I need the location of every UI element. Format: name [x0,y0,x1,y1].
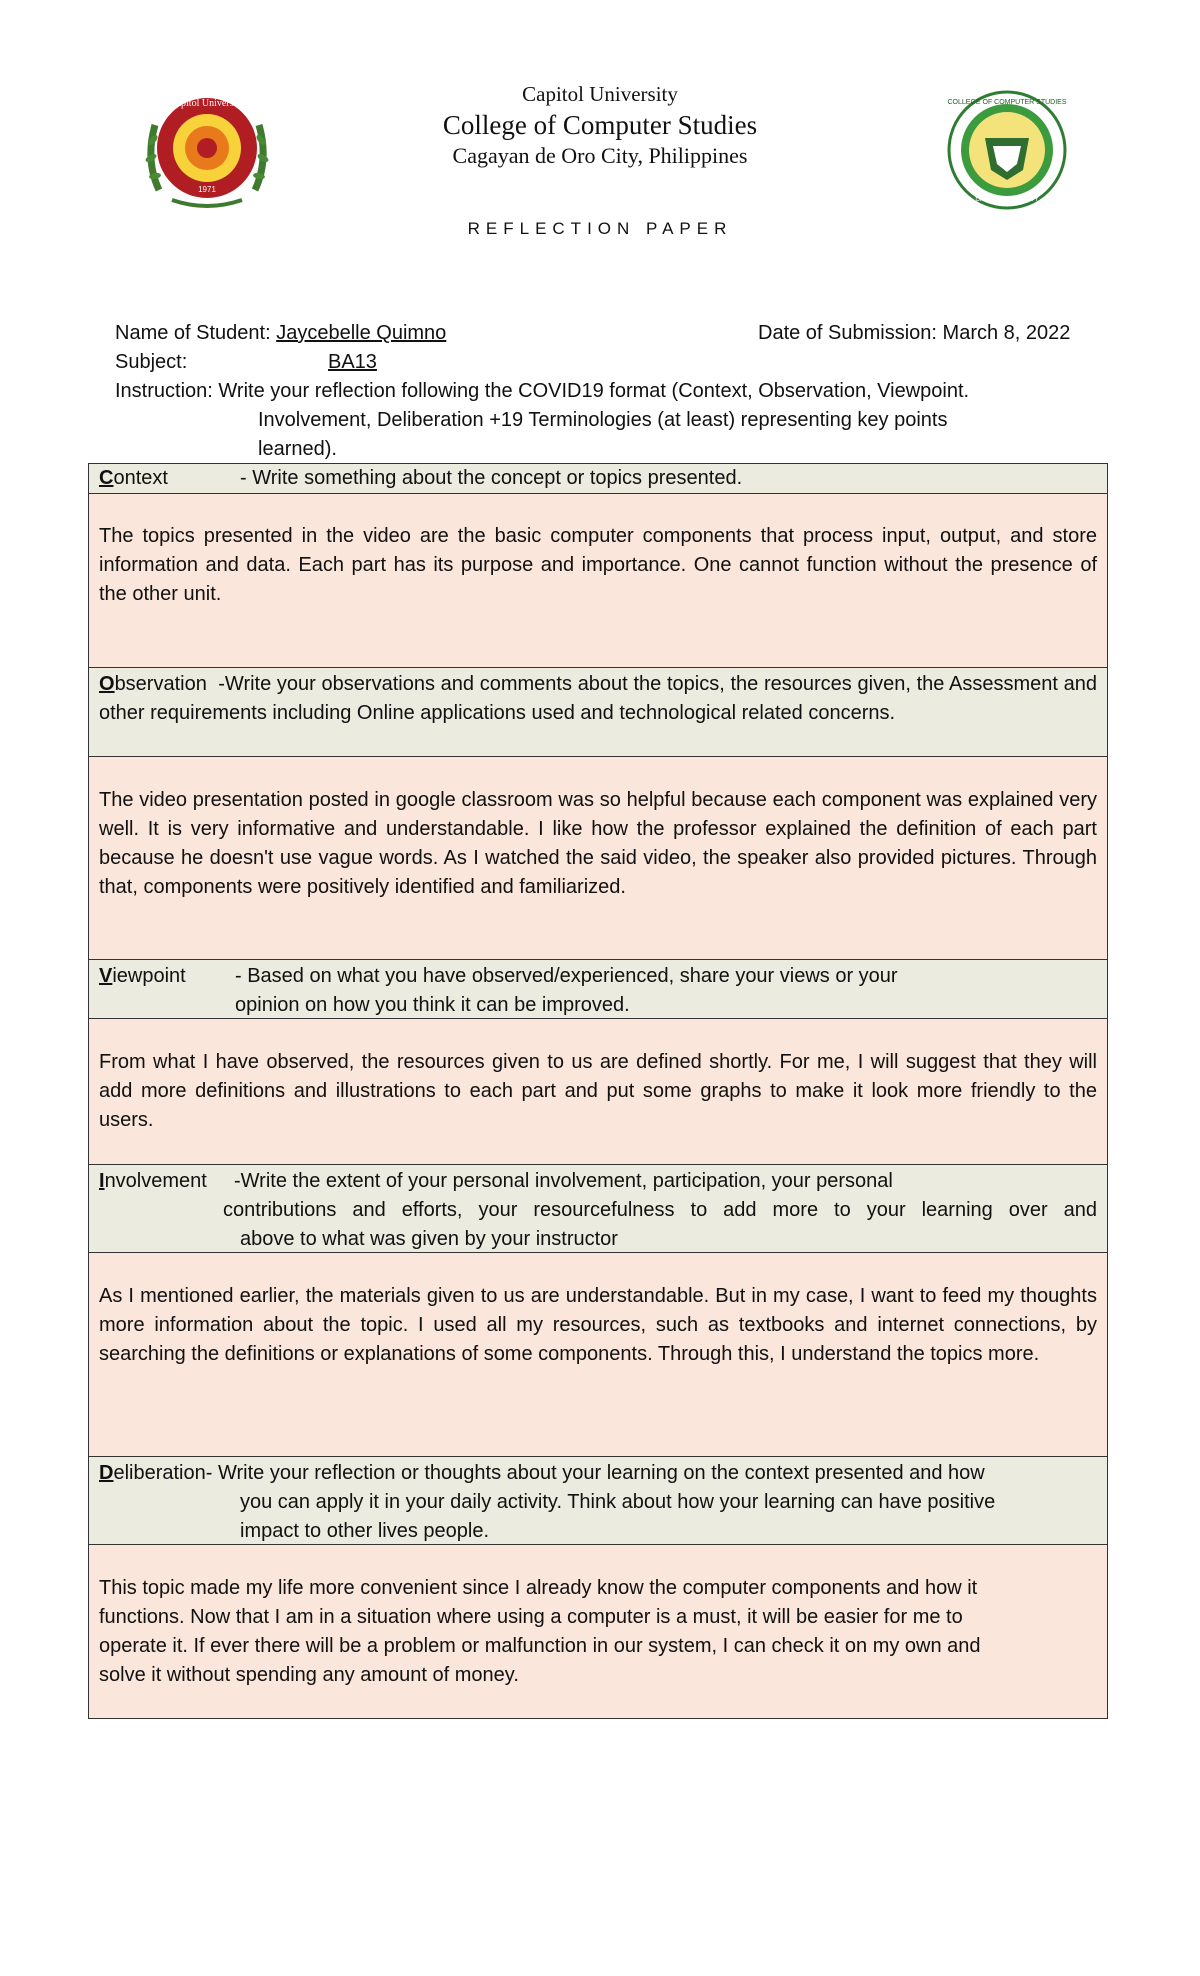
viewpoint-prompt-line-1: - Based on what you have observed/experienced, share your views or your [235,965,898,987]
context-answer: The topics presented in the video are the basic computer components that process input, output, and store information and data. Each part has its purpose and importance. One cannot function without the presence of the other unit. [89,493,1107,667]
university-name: Capitol University [522,82,678,106]
viewpoint-answer: From what I have observed, the resources given to us are defined shortly. For me, I will suggest that they will add more definitions and illustrations to each part and put some graphs to make it look more friendly to the users. [89,1018,1107,1164]
observation-prompt: -Write your observations and comments about the topics, the resources given, the Assessment and other requirements including Online applications used and technological related concerns. [99,673,1097,724]
viewpoint-label: iewpoint [112,965,186,987]
deliberation-label: eliberation- [113,1462,213,1484]
right-logo-subtext: CAPITOL UNIVERSITY [975,197,1039,203]
context-header [89,464,1107,493]
context-initial: C [99,467,114,489]
instruction-block [115,377,1095,464]
observation-initial: O [99,673,115,695]
observation-label: bservation [114,673,207,695]
subject-label: Subject: [115,351,188,373]
document-title: REFLECTION PAPER [467,219,733,238]
viewpoint-initial: V [99,965,113,987]
viewpoint-prompt-line-2: opinion on how you think it can be improved. [235,994,630,1016]
college-location: Cagayan de Oro City, Philippines [452,143,748,168]
instruction-line-1: Write your reflection following the COVID19 format (Context, Observation, Viewpoint. [218,380,970,402]
context-label: ontext [113,467,168,489]
viewpoint-header [89,959,1107,1018]
involvement-prompt-line-3: above to what was given by your instructor [240,1228,618,1250]
date-label: Date of Submission: [758,322,943,344]
deliberation-header [89,1456,1107,1544]
deliberation-prompt-line-3: impact to other lives people. [240,1520,490,1542]
deliberation-answer-line-3: operate it. If ever there will be a problem or malfunction in our system, I can check it on my own and [99,1635,981,1657]
left-logo-text: Capitol University [169,98,245,109]
right-logo-text: COLLEGE OF COMPUTER STUDIES [947,99,1067,106]
involvement-answer: As I mentioned earlier, the materials given to us are understandable. But in my case, I want to feed my thoughts more information about the topic. I used all my resources, such as textbooks and internet connections, by searching the definitions or explanations of some components. Through this, I understand the topics more. [89,1252,1107,1456]
involvement-prompt-line-1: -Write the extent of your personal involvement, participation, your personal [234,1170,893,1192]
submission-date: March 8, 2022 [942,322,1071,344]
observation-header [89,667,1107,756]
date-block [758,319,1070,348]
deliberation-initial: D [99,1462,114,1484]
deliberation-prompt-line-2: you can apply it in your daily activity. Think about how your learning can have positive [240,1491,996,1513]
instruction-line-2: Involvement, Deliberation +19 Terminologies (at least) representing key points [258,409,948,431]
observation-answer: The video presentation posted in google classroom was so helpful because each component was explained very well. It is very informative and understandable. I like how the professor explained the definition of each part because he doesn't use vague words. As I watched the said video, the speaker also provided pictures. Through that, components were positively identified and familiarized. [89,756,1107,959]
name-label: Name of Student: [115,322,277,344]
left-logo-year: 1971 [198,185,216,194]
reflection-table [88,463,1108,1719]
context-prompt: - Write something about the concept or topics presented. [240,467,743,489]
instruction-line-3: learned). [258,438,337,460]
deliberation-answer [89,1544,1107,1718]
deliberation-answer-line-2: functions. Now that I am in a situation where using a computer is a must, it will be easier for me to [99,1606,963,1628]
involvement-prompt-line-2: contributions and efforts, your resourcefulness to add more to your learning over and [223,1199,1097,1221]
college-of-computer-studies-logo [945,88,1070,213]
student-name: Jaycebelle Quimno [276,322,447,344]
student-name-line [115,319,1095,348]
deliberation-answer-line-1: This topic made my life more convenient since I already know the computer components and how it [99,1577,978,1599]
involvement-label: nvolvement [104,1170,207,1192]
deliberation-answer-line-4: solve it without spending any amount of money. [99,1664,519,1686]
involvement-header [89,1164,1107,1252]
deliberation-prompt-line-1: Write your reflection or thoughts about your learning on the context presented and how [217,1462,985,1484]
involvement-initial: I [99,1170,105,1192]
instruction-label: Instruction: [115,380,219,402]
subject-line [115,348,1095,377]
college-name: College of Computer Studies [442,110,758,140]
subject-value: BA13 [328,351,377,373]
